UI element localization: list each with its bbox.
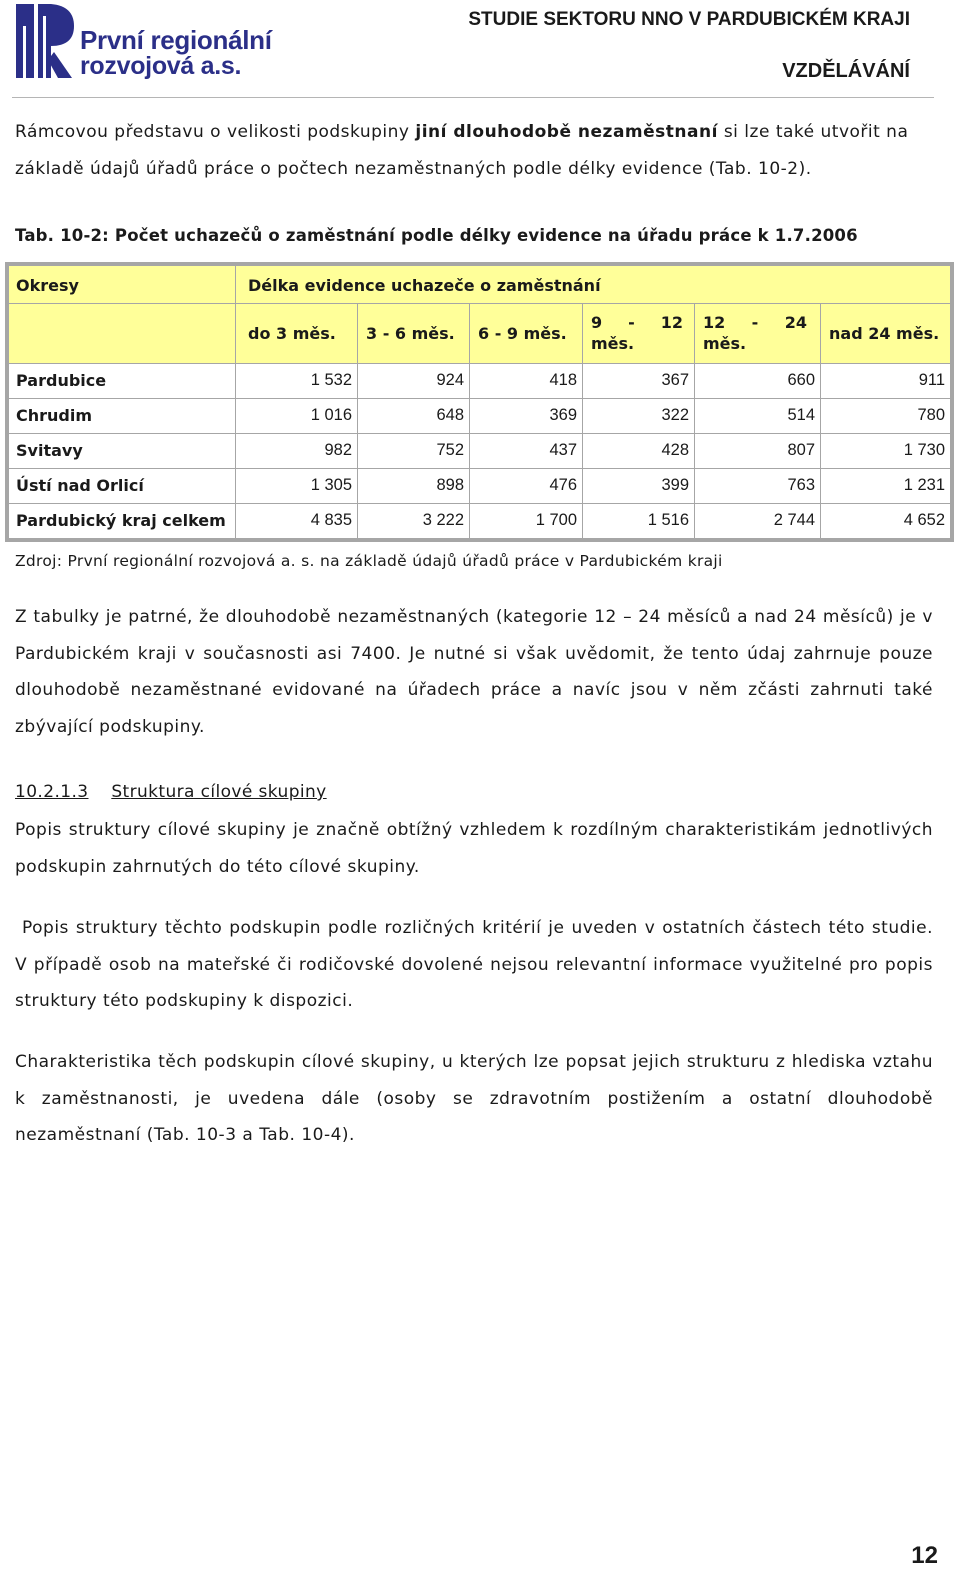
table-cell: 367 xyxy=(661,371,689,389)
col-header: 9 - 12 měs. xyxy=(591,313,683,353)
table-cell: 514 xyxy=(787,406,815,424)
table-cell: 322 xyxy=(661,406,689,424)
table-caption: Tab. 10-2: Počet uchazečů o zaměstnání podle délky evidence na úřadu práce k 1.7.2006 xyxy=(15,226,858,245)
paragraph-subgroups: Popis struktury těchto podskupin podle rozličných kritérií je uveden v ostatních částech této studie. V případě osob na mateřské či rodičovské dovolené nejsou relevantní informace využitelné pro popis struktury této podskupiny k dispozici. xyxy=(15,918,933,1011)
logo-line-1: První regionální xyxy=(80,25,272,55)
subsection-heading xyxy=(15,782,327,802)
header-divider xyxy=(12,97,934,98)
col-header: do 3 měs. xyxy=(248,324,336,343)
table-cell: 780 xyxy=(917,406,945,424)
table-cell: 648 xyxy=(436,406,464,424)
logo-mark xyxy=(14,2,76,80)
header-registration-length: Délka evidence uchazeče o zaměstnání xyxy=(248,276,601,295)
paragraph-summary: Z tabulky je patrné, že dlouhodobě nezaměstnaných (kategorie 12 – 24 měsíců a nad 24 měsíců) je v Pardubickém kraji v současnosti asi 7400. Je nutné si však uvědomit, že tento údaj zahrnuje pouze dlouhodobě nezaměstnané evidované na úřadech práce a navíc jsou v něm zčásti zahrnuti také zbývající podskupiny. xyxy=(15,607,933,737)
intro-emphasis: jiní dlouhodobě nezaměstnaní xyxy=(415,122,718,142)
table-cell: 1 700 xyxy=(535,511,577,529)
col-header: 12 - 24 měs. xyxy=(703,313,807,353)
document-title: STUDIE SEKTORU NNO V PARDUBICKÉM KRAJI xyxy=(468,9,910,30)
subsection-number: 10.2.1.3 xyxy=(15,782,89,802)
table-cell: 476 xyxy=(549,476,577,494)
page-number: 12 xyxy=(911,1542,938,1569)
table-cell: 418 xyxy=(549,371,577,389)
table-cell: 4 835 xyxy=(310,511,352,529)
row-label: Pardubice xyxy=(16,371,107,390)
company-logo xyxy=(14,2,76,80)
table-cell: 2 744 xyxy=(773,511,815,529)
subsection-title: Struktura cílové skupiny xyxy=(111,782,327,802)
paragraph-characteristics: Charakteristika těch podskupin cílové skupiny, u kterých lze popsat jejich strukturu z hlediska vztahu k zaměstnanosti, je uvedena dále (osoby se zdravotním postižením a ostatní dlouhodobě nezaměstnaní (Tab. 10-3 a Tab. 10-4). xyxy=(15,1052,933,1145)
table-cell: 1 231 xyxy=(903,476,945,494)
row-label: Svitavy xyxy=(16,441,83,460)
row-label: Pardubický kraj celkem xyxy=(16,511,226,530)
table-cell: 1 516 xyxy=(647,511,689,529)
table-cell: 369 xyxy=(549,406,577,424)
document-section: VZDĚLÁVÁNÍ xyxy=(782,60,910,82)
intro-text-start: Rámcovou představu o velikosti podskupiny xyxy=(15,122,416,142)
table-cell: 763 xyxy=(787,476,815,494)
table-cell: 428 xyxy=(661,441,689,459)
table-cell: 1 532 xyxy=(310,371,352,389)
data-table xyxy=(5,262,954,542)
table-cell: 1 016 xyxy=(310,406,352,424)
table-cell: 660 xyxy=(787,371,815,389)
table-cell: 437 xyxy=(549,441,577,459)
table-cell: 982 xyxy=(324,441,352,459)
table-cell: 399 xyxy=(661,476,689,494)
logo-wordmark xyxy=(80,27,272,79)
logo-line-2: rozvojová a.s. xyxy=(80,52,242,80)
col-header: 3 - 6 měs. xyxy=(366,324,455,343)
table-cell: 4 652 xyxy=(903,511,945,529)
row-label: Ústí nad Orlicí xyxy=(16,476,144,495)
table-cell: 1 305 xyxy=(310,476,352,494)
table-cell: 807 xyxy=(787,441,815,459)
table-cell: 3 222 xyxy=(422,511,464,529)
table-cell: 752 xyxy=(436,441,464,459)
intro-text-end: si lze také utvořit na základě údajů úřadů práce o počtech nezaměstnaných podle délky evidence (Tab. 10-2). xyxy=(15,122,909,179)
table-cell: 911 xyxy=(918,371,945,389)
col-header: nad 24 měs. xyxy=(829,324,940,343)
table-cell: 1 730 xyxy=(903,441,945,459)
col-header: 6 - 9 měs. xyxy=(478,324,567,343)
header-okresy: Okresy xyxy=(16,276,79,295)
intro-paragraph xyxy=(15,114,933,187)
row-label: Chrudim xyxy=(16,406,93,425)
paragraph-structure: Popis struktury cílové skupiny je značně obtížný vzhledem k rozdílným charakteristikám jednotlivých podskupin zahrnutých do této cílové skupiny. xyxy=(15,820,933,877)
table-cell: 898 xyxy=(436,476,464,494)
table-source: Zdroj: První regionální rozvojová a. s. na základě údajů úřadů práce v Pardubickém kraji xyxy=(15,552,723,570)
table-cell: 924 xyxy=(436,371,464,389)
